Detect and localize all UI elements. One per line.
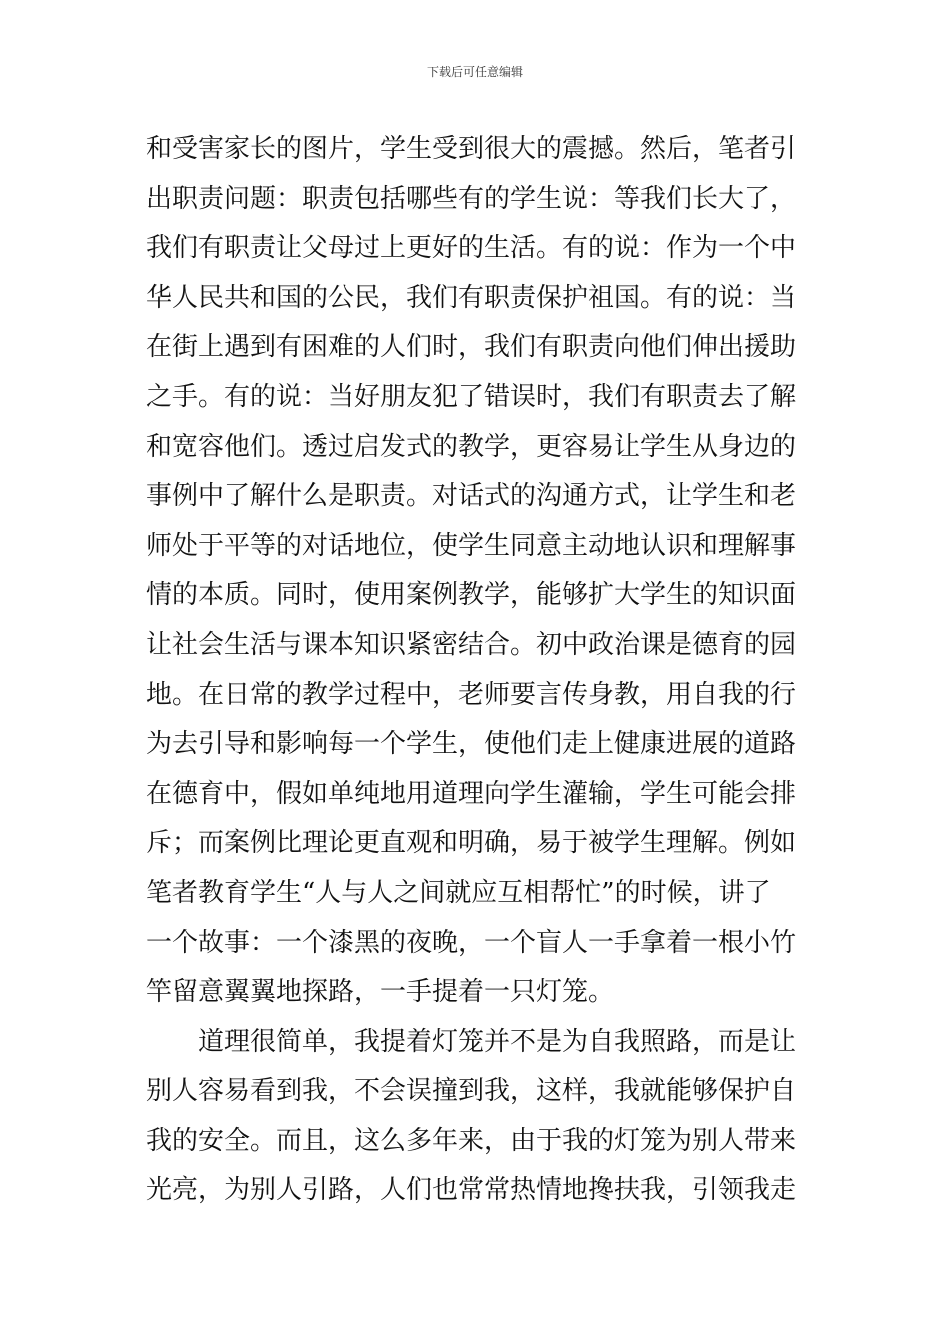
- text-line: 师处于平等的对话地位，使学生同意主动地认识和理解事: [146, 530, 797, 561]
- text-line: 在街上遇到有困难的人们时，我们有职责向他们伸出援助: [146, 332, 797, 363]
- text-line: 和受害家长的图片，学生受到很大的震撼。然后，笔者引: [146, 134, 797, 164]
- text-line: 情的本质。同时，使用案例教学，能够扩大学生的知识面: [146, 580, 797, 611]
- text-line: 道理很简单，我提着灯笼并不是为自我照路，而是让: [198, 1026, 797, 1057]
- text-line: 我的安全。而且，这么多年来，由于我的灯笼为别人带来: [146, 1125, 797, 1156]
- text-line: 别人容易看到我，不会误撞到我，这样，我就能够保护自: [146, 1076, 797, 1107]
- text-line: 让社会生活与课本知识紧密结合。初中政治课是德育的园: [146, 629, 797, 660]
- text-line: 在德育中，假如单纯地用道理向学生灌输，学生可能会排: [146, 778, 797, 809]
- text-line: 斥；而案例比理论更直观和明确，易于被学生理解。例如: [146, 828, 797, 859]
- text-line: 竿留意翼翼地探路，一手提着一只灯笼。: [146, 977, 615, 1008]
- text-line: 我们有职责让父母过上更好的生活。有的说：作为一个中: [146, 233, 797, 264]
- text-line: 为去引导和影响每一个学生，使他们走上健康进展的道路: [146, 729, 797, 760]
- paragraph-1: [146, 125, 808, 1018]
- text-line: 地。在日常的教学过程中，老师要言传身教，用自我的行: [146, 679, 797, 710]
- text-line: 事例中了解什么是职责。对话式的沟通方式，让学生和老: [146, 481, 797, 512]
- text-line: 和宽容他们。透过启发式的教学，更容易让学生从身边的: [146, 431, 797, 462]
- page-header: 下载后可任意编辑: [426, 65, 523, 79]
- text-line: 一个故事：一个漆黑的夜晚，一个盲人一手拿着一根小竹: [146, 927, 797, 958]
- text-line: 出职责问题：职责包括哪些有的学生说：等我们长大了，: [146, 183, 797, 214]
- text-line: 光亮，为别人引路，人们也常常热情地搀扶我，引领我走: [146, 1175, 797, 1206]
- text-line: 之手。有的说：当好朋友犯了错误时，我们有职责去了解: [146, 381, 797, 412]
- text-line: 华人民共和国的公民，我们有职责保护祖国。有的说：当: [146, 282, 797, 313]
- text-line: 笔者教育学生“人与人之间就应互相帮忙”的时候，讲了: [146, 877, 771, 908]
- paragraph-2: [146, 1018, 808, 1216]
- document-body: [146, 125, 808, 1216]
